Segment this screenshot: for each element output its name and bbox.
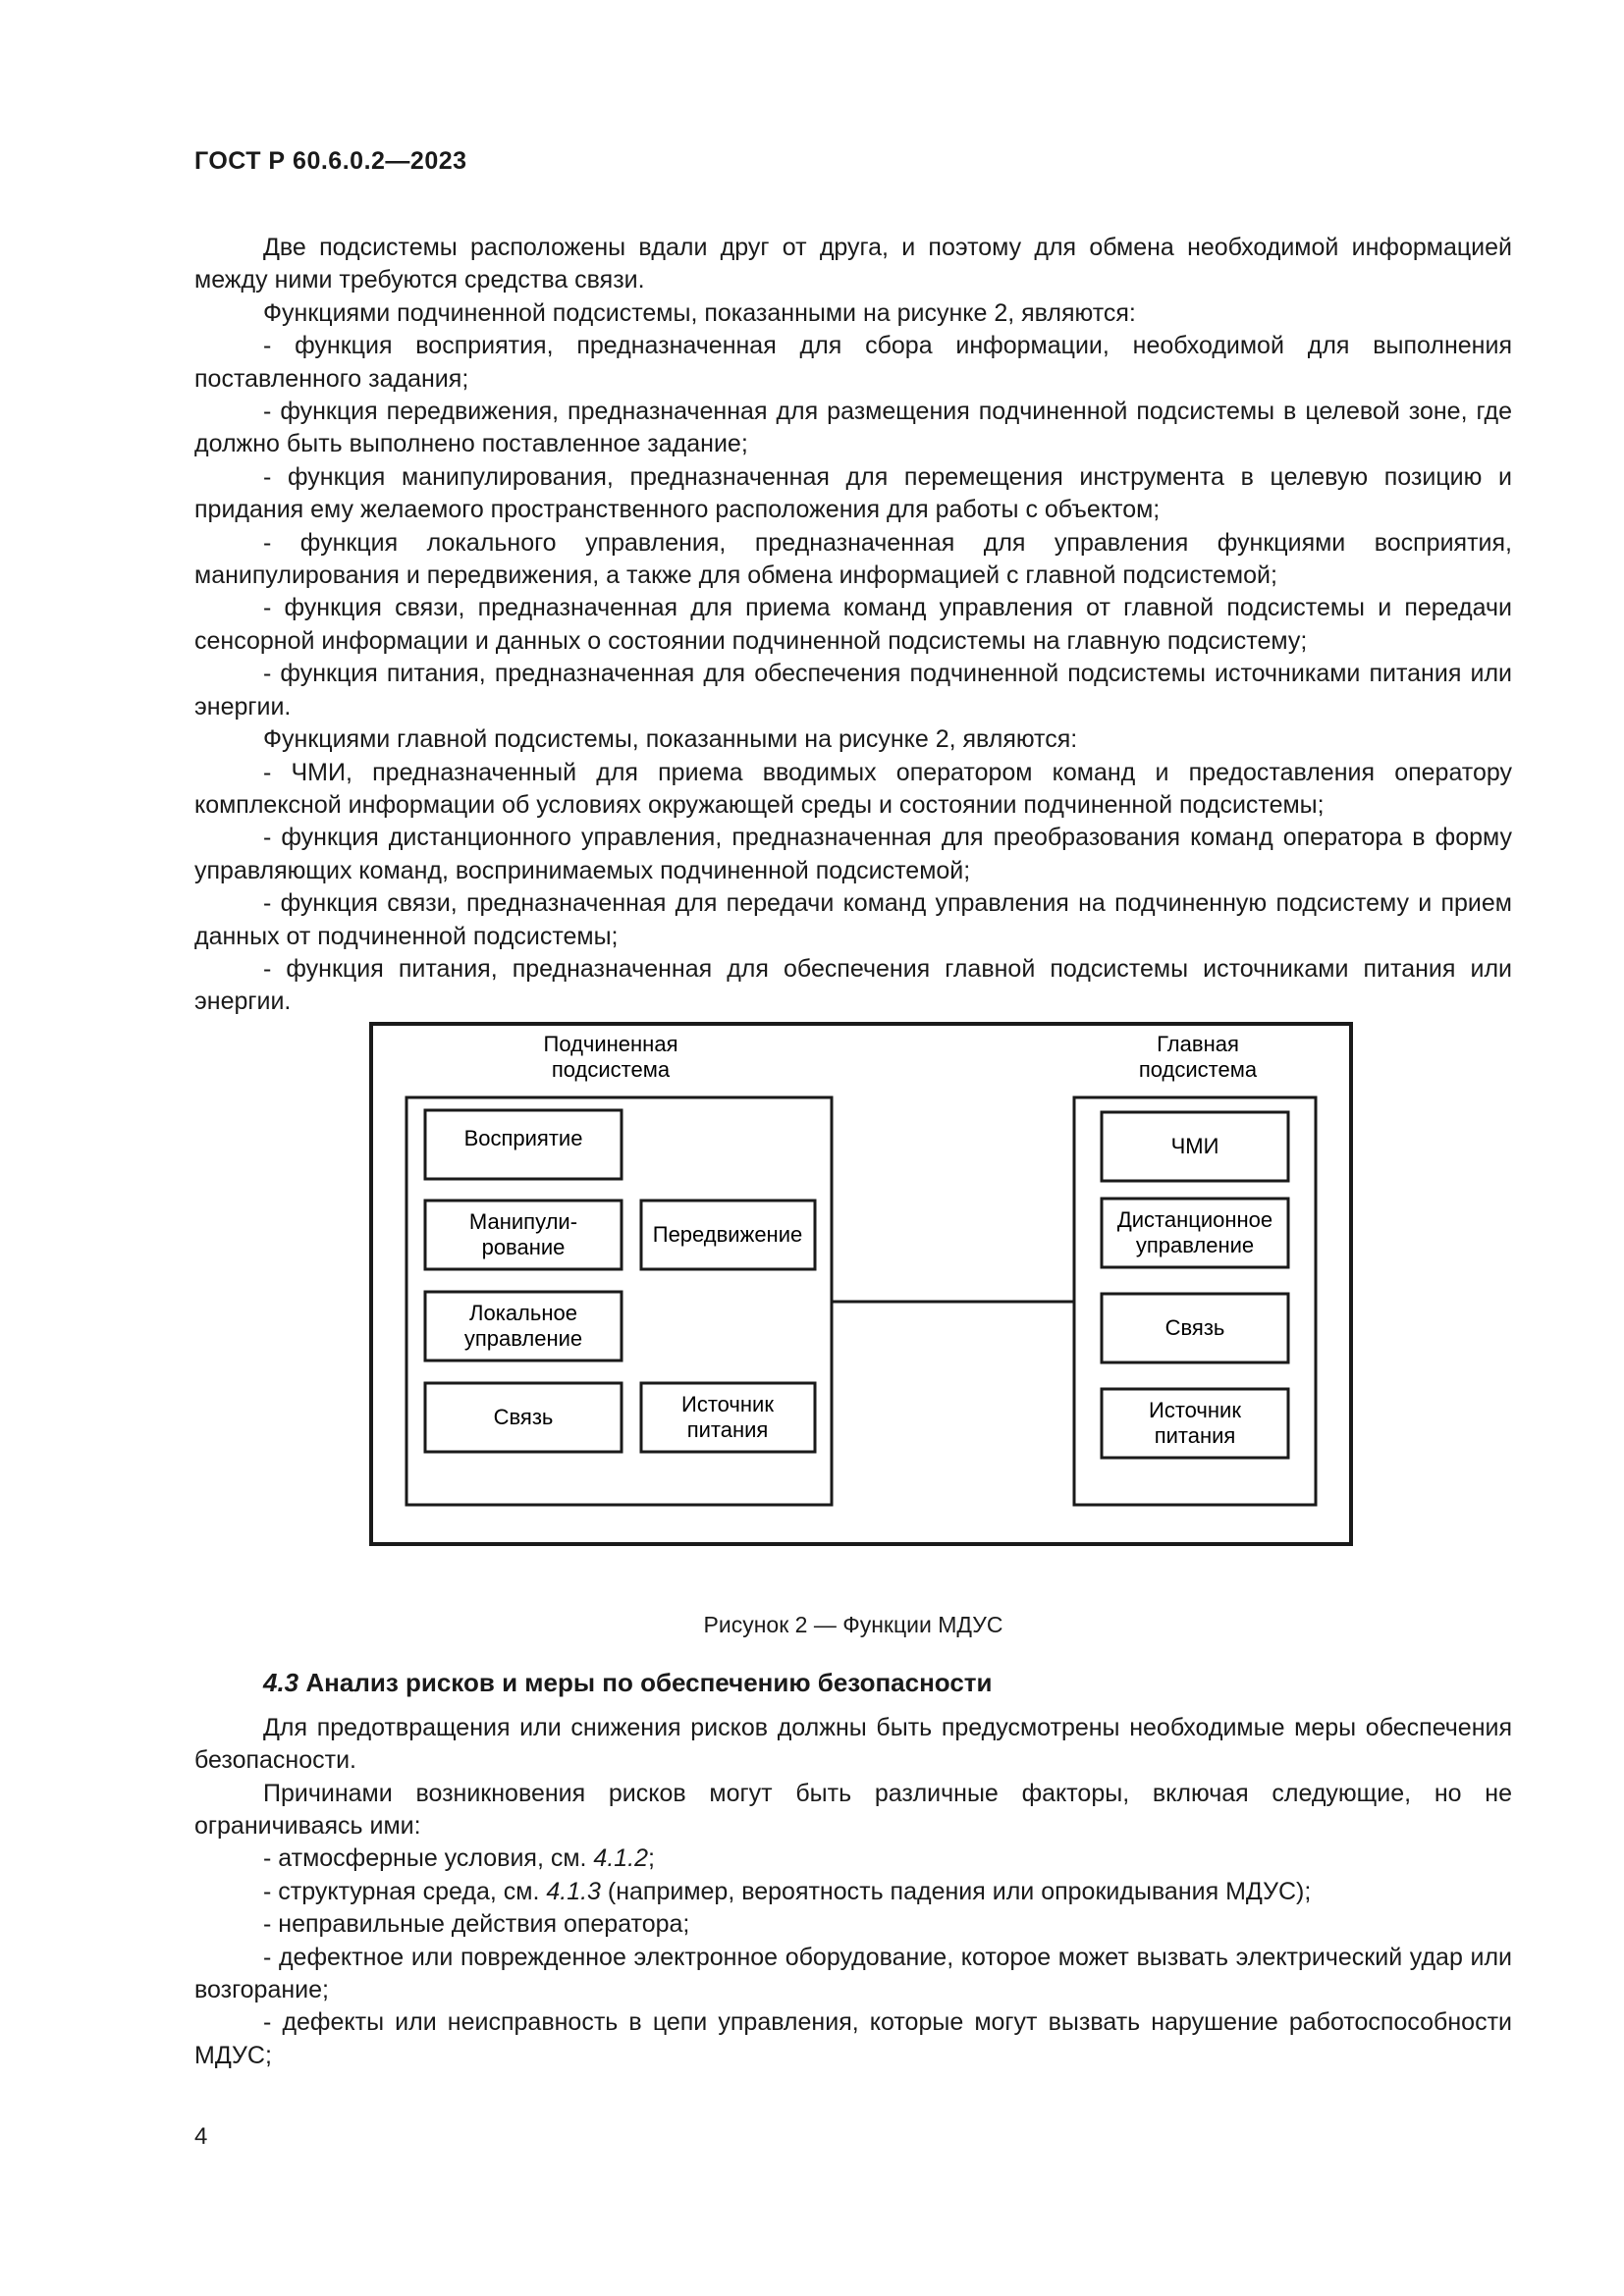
text: - структурная среда, см.: [263, 1877, 547, 1905]
paragraph: - функция передвижения, предназначенная для размещения подчиненной подсистемы в целевой зоне, где должно быть выполнено поставленное задание;: [194, 398, 1512, 458]
text: - атмосферные условия, см.: [263, 1844, 594, 1873]
remote-control-label-line2: управление: [1135, 1232, 1255, 1257]
paragraph: - дефекты или неисправность в цепи управления, которые могут вызвать нарушение работоспособности МДУС;: [194, 2008, 1512, 2069]
paragraph: - функция связи, предназначенная для передачи команд управления на подчиненную подсистему и прием данных от подчиненной подсистемы;: [194, 889, 1512, 950]
section-title-text: Анализ рисков и меры по обеспечению безопасности: [305, 1667, 993, 1697]
paragraph: - функция питания, предназначенная для обеспечения главной подсистемы источниками питания или энергии.: [194, 954, 1512, 1016]
manipulation-label-line2: рование: [481, 1234, 566, 1259]
block-diagram: [194, 1019, 1512, 1598]
figure-2-diagram: [194, 1019, 1512, 1598]
manipulation-label-line1: Манипули-: [468, 1208, 578, 1234]
paragraph: - функция дистанционного управления, предназначенная для преобразования команд оператора в форму управляющих команд, воспринимаемых подчиненной подсистемой;: [194, 824, 1512, 884]
text: ;: [648, 1844, 655, 1873]
paragraph: - дефектное или поврежденное электронное оборудование, которое может вызвать электрический удар или возгорание;: [194, 1943, 1512, 2003]
hmi-label: ЧМИ: [1170, 1133, 1219, 1158]
body-top: [194, 232, 1512, 1019]
master-title-line2: подсистема: [1138, 1056, 1258, 1082]
section-heading: [263, 1668, 1512, 1698]
outer-frame: [371, 1024, 1351, 1544]
figure-caption: Рисунок 2 — Функции МДУС: [703, 1611, 1003, 1637]
slave-title-line2: подсистема: [551, 1056, 671, 1082]
paragraph: - функция локального управления, предназначенная для управления функциями восприятия, манипулирования и передвижения, а также для обмена информацией с главной подсистемой;: [194, 528, 1512, 590]
page-number: 4: [194, 2123, 208, 2150]
slave-communication-label: Связь: [493, 1404, 554, 1429]
section-number: 4.3: [263, 1667, 299, 1697]
paragraph: - функция связи, предназначенная для приема команд управления от главной подсистемы и передачи сенсорной информации и данных о состоянии подчиненной подсистемы на главную подсистему;: [194, 594, 1512, 655]
paragraph: Для предотвращения или снижения рисков должны быть предусмотрены необходимые меры обеспечения безопасности.: [194, 1713, 1512, 1775]
master-title-line1: Главная: [1157, 1031, 1239, 1056]
slave-power-label-line2: питания: [686, 1416, 769, 1442]
paragraph: Две подсистемы расположены вдали друг от друга, и поэтому для обмена необходимой информацией между ними требуются средства связи.: [194, 234, 1512, 294]
paragraph: Функциями главной подсистемы, показанными на рисунке 2, являются:: [263, 725, 1078, 754]
perception-label: Восприятие: [463, 1125, 583, 1150]
body-bottom: [194, 1712, 1512, 2072]
local-control-label-line1: Локальное: [469, 1300, 577, 1325]
master-communication-label: Связь: [1164, 1314, 1225, 1340]
master-power-label-line1: Источник: [1149, 1397, 1241, 1422]
cross-reference: 4.1.2: [593, 1844, 649, 1873]
paragraph: - неправильные действия оператора;: [263, 1910, 690, 1939]
paragraph: Причинами возникновения рисков могут быть различные факторы, включая следующие, но не ограничиваясь ими:: [194, 1779, 1512, 1840]
paragraph: - ЧМИ, предназначенный для приема вводимых оператором команд и предоставления оператору комплексной информации об условиях окружающей среды и состоянии подчиненной подсистемы;: [194, 758, 1512, 819]
paragraph: [194, 1876, 1512, 1908]
paragraph: [194, 1842, 1512, 1875]
master-power-label-line2: питания: [1154, 1422, 1236, 1448]
document-page: [194, 147, 1512, 2072]
slave-power-label-line1: Источник: [681, 1391, 774, 1416]
remote-control-label-line1: Дистанционное: [1116, 1206, 1273, 1232]
text: (например, вероятность падения или опрокидывания МДУС);: [600, 1877, 1312, 1905]
slave-title-line1: Подчиненная: [543, 1031, 678, 1056]
paragraph: Функциями подчиненной подсистемы, показанными на рисунке 2, являются:: [263, 298, 1136, 327]
paragraph: - функция питания, предназначенная для обеспечения подчиненной подсистемы источниками питания или энергии.: [194, 660, 1512, 721]
cross-reference: 4.1.3: [546, 1877, 601, 1905]
locomotion-label: Передвижение: [652, 1221, 803, 1247]
paragraph: - функция манипулирования, предназначенная для перемещения инструмента в целевую позицию и придания ему желаемого пространственного расположения для работы с объектом;: [194, 462, 1512, 524]
paragraph: - функция восприятия, предназначенная для сбора информации, необходимой для выполнения поставленного задания;: [194, 332, 1512, 393]
standard-code: ГОСТ Р 60.6.0.2—2023: [194, 147, 467, 175]
local-control-label-line2: управление: [463, 1325, 583, 1351]
